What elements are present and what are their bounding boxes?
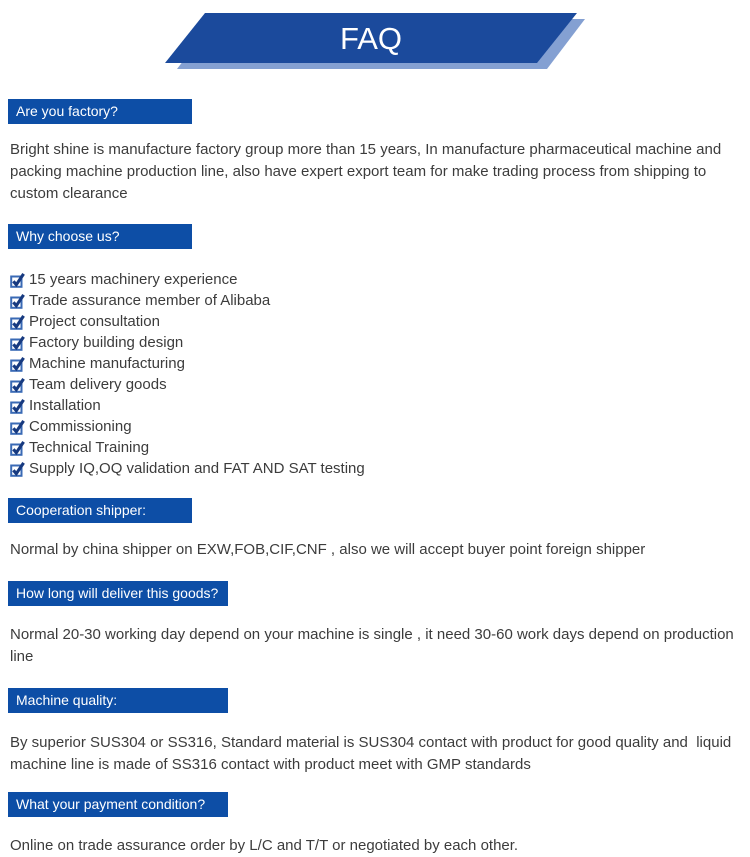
section-heading-payment-condition: What your payment condition? bbox=[8, 792, 228, 817]
checklist-item-label: Trade assurance member of Alibaba bbox=[29, 292, 271, 309]
checklist-item-label: Installation bbox=[29, 397, 101, 414]
checklist-item-label: Factory building design bbox=[29, 334, 184, 351]
paragraph-cooperation-shipper: Normal by china shipper on EXW,FOB,CIF,CNF , also we will accept buyer point foreign shipper bbox=[10, 541, 646, 558]
paragraph-delivery-time: Normal 20-30 working day depend on your machine is single , it need 30-60 work days depend on production line bbox=[10, 626, 738, 665]
checklist-item-label: 15 years machinery experience bbox=[29, 271, 238, 288]
checkbox-checked-icon bbox=[10, 440, 25, 456]
checklist-item-label: Team delivery goods bbox=[29, 376, 167, 393]
checkbox-checked-icon bbox=[10, 272, 25, 288]
section-delivery-time bbox=[0, 581, 750, 668]
section-heading-are-you-factory: Are you factory? bbox=[8, 99, 192, 124]
paragraph-machine-quality: By superior SUS304 or SS316, Standard material is SUS304 contact with product for good quality and liquid machine line is made of SS316 contact with product meet with GMP standards bbox=[10, 734, 736, 773]
checkbox-checked-icon bbox=[10, 356, 25, 372]
checkbox-checked-icon bbox=[10, 335, 25, 351]
checklist-item bbox=[10, 332, 750, 353]
paragraph-payment-condition: Online on trade assurance order by L/C and T/T or negotiated by each other. bbox=[10, 837, 519, 854]
checklist-item bbox=[10, 458, 750, 479]
checklist-item bbox=[10, 269, 750, 290]
checklist-item bbox=[10, 290, 750, 311]
checklist-item bbox=[10, 353, 750, 374]
checkbox-checked-icon bbox=[10, 419, 25, 435]
checkbox-checked-icon bbox=[10, 314, 25, 330]
paragraph-are-you-factory: Bright shine is manufacture factory group more than 15 years, In manufacture pharmaceutical machine and packing machine production line, also have expert export team for make trading process from shipping to custom clearance bbox=[10, 141, 726, 202]
checkbox-checked-icon bbox=[10, 461, 25, 477]
section-cooperation-shipper bbox=[0, 498, 750, 561]
banner-title: FAQ bbox=[339, 21, 403, 56]
checkbox-checked-icon bbox=[10, 293, 25, 309]
section-payment-condition bbox=[0, 792, 750, 857]
checklist-item-label: Supply IQ,OQ validation and FAT AND SAT testing bbox=[29, 460, 365, 477]
section-why-choose-us bbox=[0, 224, 750, 479]
checklist bbox=[0, 269, 750, 479]
checkbox-checked-icon bbox=[10, 377, 25, 393]
checklist-item-label: Commissioning bbox=[29, 418, 132, 435]
section-heading-cooperation-shipper: Cooperation shipper: bbox=[8, 498, 192, 523]
checklist-item bbox=[10, 374, 750, 395]
faq-banner bbox=[0, 0, 750, 72]
section-heading-why-choose-us: Why choose us? bbox=[8, 224, 192, 249]
section-heading-machine-quality: Machine quality: bbox=[8, 688, 228, 713]
checkbox-checked-icon bbox=[10, 398, 25, 414]
section-are-you-factory bbox=[0, 99, 750, 205]
checklist-item bbox=[10, 416, 750, 437]
checklist-item-label: Project consultation bbox=[29, 313, 160, 330]
checklist-item bbox=[10, 395, 750, 416]
checklist-item bbox=[10, 311, 750, 332]
section-heading-delivery-time: How long will deliver this goods? bbox=[8, 581, 228, 606]
checklist-item-label: Machine manufacturing bbox=[29, 355, 185, 372]
section-machine-quality bbox=[0, 688, 750, 776]
checklist-item bbox=[10, 437, 750, 458]
checklist-item-label: Technical Training bbox=[29, 439, 150, 456]
